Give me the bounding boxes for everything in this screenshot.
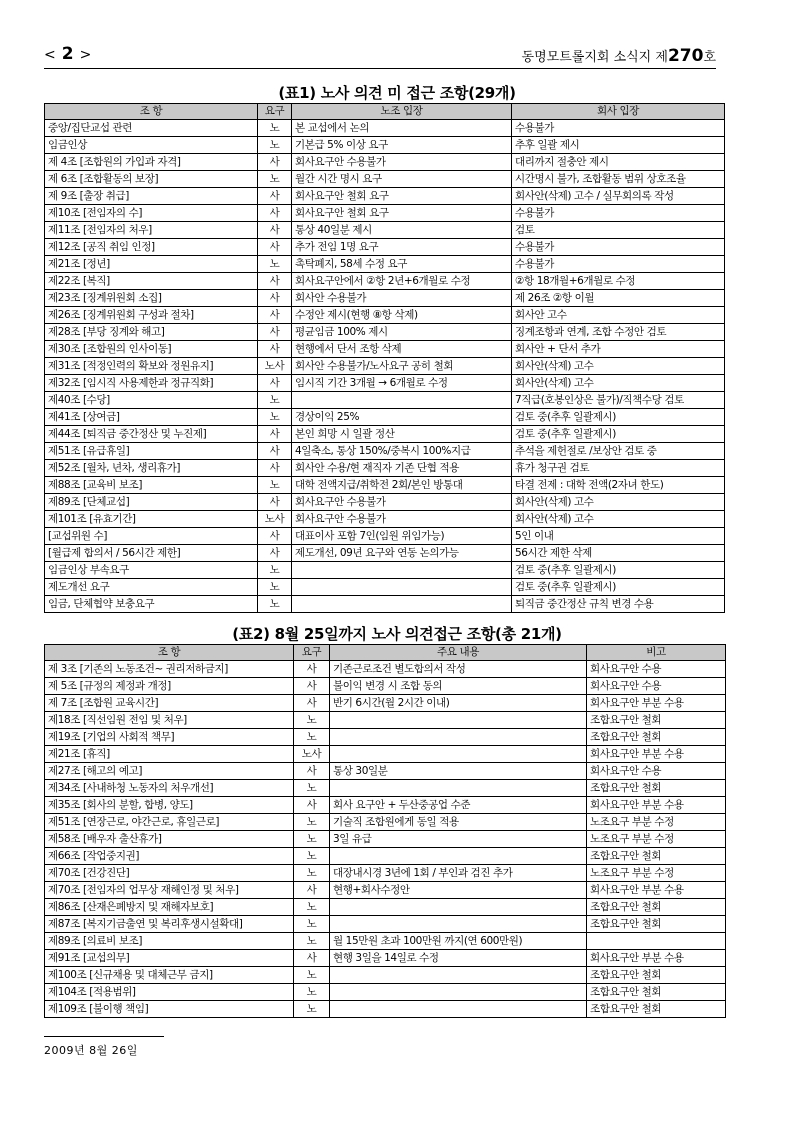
t1-cell-article: 제30조 [조합원의 인사이동] bbox=[45, 341, 258, 358]
t1-header-position-b: 회사 입장 bbox=[512, 104, 725, 120]
t2-cell-requester: 노 bbox=[294, 729, 330, 746]
t1-cell-position-a: 회사요구안 수용불가 bbox=[292, 511, 512, 528]
t2-cell-requester: 노 bbox=[294, 1001, 330, 1018]
table-row bbox=[45, 120, 725, 137]
t1-cell-requester: 사 bbox=[258, 460, 292, 477]
t1-cell-requester: 노사 bbox=[258, 358, 292, 375]
t1-cell-article: 제51조 [유급휴일] bbox=[45, 443, 258, 460]
t1-cell-position-a: 회사요구안 수용불가 bbox=[292, 154, 512, 171]
table-row bbox=[45, 797, 726, 814]
t1-cell-position-b: 수용불가 bbox=[512, 239, 725, 256]
table-row bbox=[45, 814, 726, 831]
t2-cell-article: 제89조 [의료비 보조] bbox=[45, 933, 294, 950]
page-number bbox=[44, 44, 91, 64]
table-row bbox=[45, 562, 725, 579]
table-row bbox=[45, 171, 725, 188]
table-row bbox=[45, 392, 725, 409]
t1-cell-position-a: 회사요구안 철회 요구 bbox=[292, 205, 512, 222]
t1-cell-position-a: 회사요구안 철회 요구 bbox=[292, 188, 512, 205]
newsletter-title bbox=[522, 46, 716, 66]
t1-cell-position-a: 통상 40일분 제시 bbox=[292, 222, 512, 239]
table-row bbox=[45, 409, 725, 426]
t2-cell-requester: 노 bbox=[294, 712, 330, 729]
t1-cell-requester: 사 bbox=[258, 375, 292, 392]
t2-header-article: 조 항 bbox=[45, 645, 294, 661]
t1-cell-article: 제41조 [상여금] bbox=[45, 409, 258, 426]
t2-cell-position-b: 회사요구안 수용 bbox=[587, 678, 726, 695]
t2-cell-position-a bbox=[330, 899, 587, 916]
t1-cell-requester: 사 bbox=[258, 273, 292, 290]
t1-cell-requester: 노 bbox=[258, 477, 292, 494]
t2-cell-article: 제109조 [불이행 책임] bbox=[45, 1001, 294, 1018]
t1-cell-position-a: 평균임금 100% 제시 bbox=[292, 324, 512, 341]
t2-header-position-b: 비고 bbox=[587, 645, 726, 661]
t2-cell-requester: 사 bbox=[294, 950, 330, 967]
t2-cell-position-a: 통상 30일분 bbox=[330, 763, 587, 780]
t1-cell-article: 중앙/집단교섭 관련 bbox=[45, 120, 258, 137]
footnote-date: 2009년 8월 26일 bbox=[44, 1044, 138, 1057]
t2-cell-article: 제21조 [휴직] bbox=[45, 746, 294, 763]
t2-cell-article: 제18조 [직선임원 전임 및 처우] bbox=[45, 712, 294, 729]
table2-header-row bbox=[45, 645, 726, 661]
table-row bbox=[45, 950, 726, 967]
t1-cell-position-b: 대리까지 절충안 제시 bbox=[512, 154, 725, 171]
t2-cell-article: 제70조 [건강진단] bbox=[45, 865, 294, 882]
t2-cell-position-b: 회사요구안 부분 수용 bbox=[587, 950, 726, 967]
t1-cell-position-b: 검토 중(추후 일괄제시) bbox=[512, 579, 725, 596]
table2-body bbox=[45, 661, 726, 1018]
t1-cell-position-b: 검토 중(추후 일괄제시) bbox=[512, 426, 725, 443]
table-row bbox=[45, 579, 725, 596]
t1-cell-requester: 사 bbox=[258, 222, 292, 239]
t1-cell-requester: 노 bbox=[258, 562, 292, 579]
table-row bbox=[45, 341, 725, 358]
t2-cell-article: 제104조 [적용범위] bbox=[45, 984, 294, 1001]
t2-cell-position-b: 조합요구안 철회 bbox=[587, 967, 726, 984]
t2-cell-position-b: 노조요구 부분 수정 bbox=[587, 865, 726, 882]
t2-cell-article: 제19조 [기업의 사회적 책무] bbox=[45, 729, 294, 746]
t1-cell-position-a bbox=[292, 596, 512, 613]
t1-cell-article: 제44조 [퇴직금 중간정산 및 누진제] bbox=[45, 426, 258, 443]
table-row bbox=[45, 426, 725, 443]
t1-cell-position-a bbox=[292, 392, 512, 409]
t1-cell-article: 제26조 [징계위원회 구성과 절차] bbox=[45, 307, 258, 324]
table-row bbox=[45, 375, 725, 392]
table-row bbox=[45, 256, 725, 273]
t2-header-requester: 요구 bbox=[294, 645, 330, 661]
t2-cell-requester: 노 bbox=[294, 814, 330, 831]
table-row bbox=[45, 899, 726, 916]
t2-cell-position-a: 월 15만원 초과 100만원 까지(연 600만원) bbox=[330, 933, 587, 950]
t2-cell-position-b: 회사요구안 수용 bbox=[587, 661, 726, 678]
t2-cell-position-b: 조합요구안 철회 bbox=[587, 780, 726, 797]
t2-cell-article: 제34조 [사내하청 노동자의 처우개선] bbox=[45, 780, 294, 797]
t2-cell-requester: 사 bbox=[294, 763, 330, 780]
t1-cell-position-b: 회사안 고수 bbox=[512, 307, 725, 324]
t1-cell-position-b: 수용불가 bbox=[512, 205, 725, 222]
t2-cell-requester: 노 bbox=[294, 865, 330, 882]
t1-cell-position-b: 56시간 제한 삭제 bbox=[512, 545, 725, 562]
t2-cell-article: 제35조 [회사의 분할, 합병, 양도] bbox=[45, 797, 294, 814]
t2-cell-position-a: 현행 3일을 14일로 수정 bbox=[330, 950, 587, 967]
table-row bbox=[45, 848, 726, 865]
t1-cell-requester: 사 bbox=[258, 324, 292, 341]
t1-cell-article: 제23조 [징계위원회 소집] bbox=[45, 290, 258, 307]
t1-cell-requester: 사 bbox=[258, 528, 292, 545]
table-row bbox=[45, 443, 725, 460]
t1-cell-requester: 노 bbox=[258, 409, 292, 426]
t1-cell-position-b: 5인 이내 bbox=[512, 528, 725, 545]
t2-cell-position-b: 조합요구안 철회 bbox=[587, 729, 726, 746]
t1-header-article: 조 항 bbox=[45, 104, 258, 120]
t1-cell-requester: 사 bbox=[258, 205, 292, 222]
t1-cell-article: 제21조 [정년] bbox=[45, 256, 258, 273]
t1-cell-position-a: 4일축소, 통상 150%/중복시 100%지급 bbox=[292, 443, 512, 460]
table-row bbox=[45, 324, 725, 341]
t2-cell-position-a bbox=[330, 1001, 587, 1018]
t1-cell-position-b: 검토 중(추후 일괄제시) bbox=[512, 562, 725, 579]
t2-cell-position-b: 조합요구안 철회 bbox=[587, 916, 726, 933]
t2-cell-article: 제 7조 [조합원 교육시간] bbox=[45, 695, 294, 712]
t2-cell-article: 제27조 [해고의 예고] bbox=[45, 763, 294, 780]
t1-cell-position-a: 수정안 제시(현행 ⑧항 삭제) bbox=[292, 307, 512, 324]
t1-cell-article: 제10조 [전임자의 수] bbox=[45, 205, 258, 222]
table-row bbox=[45, 746, 726, 763]
t1-cell-requester: 사 bbox=[258, 341, 292, 358]
t1-cell-position-a: 회사안 수용불가/노사요구 공히 철회 bbox=[292, 358, 512, 375]
table-row bbox=[45, 661, 726, 678]
t1-cell-position-b: 징계조항과 연계, 조합 수정안 검토 bbox=[512, 324, 725, 341]
table-row bbox=[45, 545, 725, 562]
t1-cell-article: 제40조 [수당] bbox=[45, 392, 258, 409]
t1-cell-requester: 노 bbox=[258, 120, 292, 137]
t2-cell-position-a: 현행+회사수정안 bbox=[330, 882, 587, 899]
page-number-value: 2 bbox=[61, 44, 74, 64]
t2-cell-requester: 노 bbox=[294, 916, 330, 933]
table1 bbox=[44, 103, 725, 613]
t1-cell-position-b: 시간명시 불가, 조합활동 범위 상호조율 bbox=[512, 171, 725, 188]
t1-cell-position-a: 제도개선, 09년 요구와 연동 논의가능 bbox=[292, 545, 512, 562]
t2-cell-position-a: 기존근로조건 별도합의서 작성 bbox=[330, 661, 587, 678]
t1-cell-position-b: 휴가 청구권 검토 bbox=[512, 460, 725, 477]
t1-cell-article: 임금인상 부속요구 bbox=[45, 562, 258, 579]
t2-cell-article: 제 5조 [규정의 제정과 개정] bbox=[45, 678, 294, 695]
t1-cell-article: 제11조 [전임자의 처우] bbox=[45, 222, 258, 239]
t2-cell-position-b: 회사요구안 부분 수용 bbox=[587, 695, 726, 712]
t1-cell-requester: 노 bbox=[258, 596, 292, 613]
t1-cell-position-b: 회사안 + 단서 추가 bbox=[512, 341, 725, 358]
t1-cell-requester: 사 bbox=[258, 239, 292, 256]
t2-cell-position-a: 불이익 변경 시 조합 동의 bbox=[330, 678, 587, 695]
table-row bbox=[45, 358, 725, 375]
t1-cell-requester: 노 bbox=[258, 256, 292, 273]
table1-body bbox=[45, 120, 725, 613]
t1-cell-requester: 노 bbox=[258, 137, 292, 154]
t1-cell-position-b: 회사안(삭제) 고수 bbox=[512, 375, 725, 392]
table-row bbox=[45, 712, 726, 729]
t2-cell-position-a bbox=[330, 848, 587, 865]
t2-cell-requester: 사 bbox=[294, 695, 330, 712]
t2-cell-position-a bbox=[330, 916, 587, 933]
t1-cell-position-a: 경상이익 25% bbox=[292, 409, 512, 426]
table1-title: (표1) 노사 의견 미 접근 조항(29개) bbox=[278, 84, 516, 102]
t1-header-position-a: 노조 입장 bbox=[292, 104, 512, 120]
newsletter-title-suffix: 호 bbox=[703, 50, 716, 65]
t2-cell-position-b: 회사요구안 부분 수용 bbox=[587, 882, 726, 899]
table2 bbox=[44, 644, 726, 1018]
t2-cell-position-b: 노조요구 부분 수정 bbox=[587, 814, 726, 831]
t1-cell-position-b: 검토 중(추후 일괄제시) bbox=[512, 409, 725, 426]
table-row bbox=[45, 967, 726, 984]
page-header bbox=[44, 40, 716, 66]
table-row bbox=[45, 222, 725, 239]
t2-cell-position-b: 조합요구안 철회 bbox=[587, 712, 726, 729]
t2-cell-position-a: 기술직 조합원에게 동일 적용 bbox=[330, 814, 587, 831]
t1-cell-position-a: 현행에서 단서 조항 삭제 bbox=[292, 341, 512, 358]
t2-cell-position-b: 조합요구안 철회 bbox=[587, 1001, 726, 1018]
t2-cell-requester: 노 bbox=[294, 967, 330, 984]
t2-cell-requester: 노 bbox=[294, 899, 330, 916]
t1-cell-position-a: 회사요구안에서 ②항 2년+6개월로 수정 bbox=[292, 273, 512, 290]
t2-cell-article: 제91조 [교섭의무] bbox=[45, 950, 294, 967]
t1-cell-position-b: 회사안(삭제) 고수 bbox=[512, 358, 725, 375]
t1-cell-article: 제 6조 [조합활동의 보장] bbox=[45, 171, 258, 188]
t1-cell-article: 제28조 [부당 징계와 해고] bbox=[45, 324, 258, 341]
t1-cell-requester: 사 bbox=[258, 154, 292, 171]
table-row bbox=[45, 729, 726, 746]
t1-cell-position-b: 회사안(삭제) 고수 bbox=[512, 494, 725, 511]
t1-cell-requester: 노 bbox=[258, 392, 292, 409]
t1-cell-position-b: 제 26조 ②항 이월 bbox=[512, 290, 725, 307]
t1-cell-position-b: 타결 전제 : 대학 전액(2자녀 한도) bbox=[512, 477, 725, 494]
t1-cell-article: 제31조 [적정인력의 확보와 정원유지] bbox=[45, 358, 258, 375]
table-row bbox=[45, 511, 725, 528]
t2-cell-article: 제100조 [신규채용 및 대체근무 금지] bbox=[45, 967, 294, 984]
table-row bbox=[45, 290, 725, 307]
t2-cell-position-b bbox=[587, 933, 726, 950]
table-row bbox=[45, 477, 725, 494]
t2-cell-position-a bbox=[330, 729, 587, 746]
t2-cell-requester: 노 bbox=[294, 831, 330, 848]
t1-header-requester: 요구 bbox=[258, 104, 292, 120]
t1-cell-position-a: 추가 전임 1명 요구 bbox=[292, 239, 512, 256]
t2-cell-position-a bbox=[330, 712, 587, 729]
table-row bbox=[45, 494, 725, 511]
t2-cell-position-b: 조합요구안 철회 bbox=[587, 899, 726, 916]
t1-cell-position-a: 촉탁폐지, 58세 수정 요구 bbox=[292, 256, 512, 273]
t1-cell-article: 제22조 [복직] bbox=[45, 273, 258, 290]
table-row bbox=[45, 984, 726, 1001]
t2-header-position-a: 주요 내용 bbox=[330, 645, 587, 661]
t1-cell-position-b: ②항 18개월+6개월로 수정 bbox=[512, 273, 725, 290]
page-number-left-bracket: < bbox=[44, 47, 56, 63]
t2-cell-position-a bbox=[330, 967, 587, 984]
t1-cell-position-b: 추석을 제헌절로 /보상안 검토 중 bbox=[512, 443, 725, 460]
t1-cell-position-b: 수용불가 bbox=[512, 256, 725, 273]
t2-cell-position-b: 노조요구 부분 수정 bbox=[587, 831, 726, 848]
t1-cell-requester: 사 bbox=[258, 290, 292, 307]
t1-cell-position-b: 퇴직금 중간정산 규칙 변경 수용 bbox=[512, 596, 725, 613]
table-row bbox=[45, 831, 726, 848]
t1-cell-article: 제12조 [공직 취임 인정] bbox=[45, 239, 258, 256]
t2-cell-requester: 사 bbox=[294, 797, 330, 814]
t2-cell-article: 제 3조 [기존의 노동조건~ 권리저하금지] bbox=[45, 661, 294, 678]
t1-cell-article: 제89조 [단체교섭] bbox=[45, 494, 258, 511]
t2-cell-position-a bbox=[330, 780, 587, 797]
t2-cell-requester: 사 bbox=[294, 661, 330, 678]
t1-cell-article: 제88조 [교육비 보조] bbox=[45, 477, 258, 494]
t1-cell-position-a bbox=[292, 562, 512, 579]
t2-cell-position-a: 반기 6시간(월 2시간 이내) bbox=[330, 695, 587, 712]
t1-cell-position-b: 회사안(삭제) 고수 bbox=[512, 511, 725, 528]
t2-cell-position-a: 3일 유급 bbox=[330, 831, 587, 848]
t2-cell-article: 제70조 [전임자의 업무상 재해인정 및 처우] bbox=[45, 882, 294, 899]
header-rule bbox=[44, 68, 716, 69]
t2-cell-position-b: 조합요구안 철회 bbox=[587, 984, 726, 1001]
footnote-rule bbox=[44, 1036, 164, 1037]
t2-cell-requester: 사 bbox=[294, 678, 330, 695]
t1-cell-position-a bbox=[292, 579, 512, 596]
issue-number: 270 bbox=[667, 46, 704, 66]
t2-cell-position-b: 회사요구안 부분 수용 bbox=[587, 746, 726, 763]
t1-cell-article: 제 4조 [조합원의 가입과 자격] bbox=[45, 154, 258, 171]
t1-cell-position-a: 본인 희망 시 일괄 정산 bbox=[292, 426, 512, 443]
t1-cell-position-a: 월간 시간 명시 요구 bbox=[292, 171, 512, 188]
t2-cell-position-a: 대장내시경 3년에 1회 / 부인과 검진 추가 bbox=[330, 865, 587, 882]
t2-cell-position-b: 회사요구안 수용 bbox=[587, 763, 726, 780]
t1-cell-requester: 사 bbox=[258, 307, 292, 324]
t1-cell-position-b: 수용불가 bbox=[512, 120, 725, 137]
t1-cell-article: 제 9조 [출장 취급] bbox=[45, 188, 258, 205]
t2-cell-requester: 노 bbox=[294, 984, 330, 1001]
t1-cell-position-a: 회사안 수용/현 재직자 기존 단협 적용 bbox=[292, 460, 512, 477]
table1-header-row bbox=[45, 104, 725, 120]
t2-cell-position-b: 회사요구안 부분 수용 bbox=[587, 797, 726, 814]
t2-cell-position-a bbox=[330, 984, 587, 1001]
t1-cell-position-a: 본 교섭에서 논의 bbox=[292, 120, 512, 137]
t1-cell-article: [월급제 합의서 / 56시간 제한] bbox=[45, 545, 258, 562]
t1-cell-requester: 사 bbox=[258, 426, 292, 443]
page-number-right-bracket: > bbox=[79, 47, 92, 63]
t2-cell-position-a: 회사 요구안 + 두산중공업 수준 bbox=[330, 797, 587, 814]
t1-cell-position-a: 기본급 5% 이상 요구 bbox=[292, 137, 512, 154]
t1-cell-position-a: 임시직 기간 3개월 → 6개월로 수정 bbox=[292, 375, 512, 392]
t1-cell-position-a: 회사요구안 수용불가 bbox=[292, 494, 512, 511]
t1-cell-position-b: 추후 일괄 제시 bbox=[512, 137, 725, 154]
t2-cell-article: 제58조 [배우자 출산휴가] bbox=[45, 831, 294, 848]
t1-cell-requester: 노 bbox=[258, 579, 292, 596]
t1-cell-requester: 사 bbox=[258, 494, 292, 511]
table-row bbox=[45, 780, 726, 797]
t2-cell-article: 제87조 [복지기금출연 및 복리후생시설확대] bbox=[45, 916, 294, 933]
t1-cell-article: [교섭위원 수] bbox=[45, 528, 258, 545]
table-row bbox=[45, 137, 725, 154]
table-row bbox=[45, 865, 726, 882]
t1-cell-requester: 노사 bbox=[258, 511, 292, 528]
t2-cell-position-b: 조합요구안 철회 bbox=[587, 848, 726, 865]
t1-cell-article: 제101조 [유효기간] bbox=[45, 511, 258, 528]
t2-cell-requester: 노 bbox=[294, 780, 330, 797]
t1-cell-article: 임금인상 bbox=[45, 137, 258, 154]
t1-cell-requester: 사 bbox=[258, 188, 292, 205]
table-row bbox=[45, 239, 725, 256]
t2-cell-requester: 사 bbox=[294, 882, 330, 899]
t2-cell-requester: 노 bbox=[294, 848, 330, 865]
newsletter-title-prefix: 동명모트롤지회 소식지 제 bbox=[521, 50, 668, 65]
table-row bbox=[45, 460, 725, 477]
table-row bbox=[45, 763, 726, 780]
t1-cell-requester: 사 bbox=[258, 545, 292, 562]
t1-cell-article: 제도개선 요구 bbox=[45, 579, 258, 596]
table-row bbox=[45, 307, 725, 324]
table-row bbox=[45, 154, 725, 171]
t1-cell-requester: 노 bbox=[258, 171, 292, 188]
t2-cell-requester: 노 bbox=[294, 933, 330, 950]
t2-cell-position-a bbox=[330, 746, 587, 763]
t2-cell-article: 제66조 [작업중지권] bbox=[45, 848, 294, 865]
table-row bbox=[45, 273, 725, 290]
table-row bbox=[45, 188, 725, 205]
table-row bbox=[45, 1001, 726, 1018]
t1-cell-article: 임금, 단체협약 보충요구 bbox=[45, 596, 258, 613]
table-row bbox=[45, 933, 726, 950]
table-row bbox=[45, 678, 726, 695]
table2-title: (표2) 8월 25일까지 노사 의견접근 조항(총 21개) bbox=[232, 625, 562, 643]
t1-cell-position-b: 7직급(호봉인상은 불가)/직책수당 검토 bbox=[512, 392, 725, 409]
table-row bbox=[45, 882, 726, 899]
t1-cell-requester: 사 bbox=[258, 443, 292, 460]
table-row bbox=[45, 596, 725, 613]
t2-cell-requester: 노사 bbox=[294, 746, 330, 763]
t1-cell-article: 제52조 [월차, 년차, 생리휴가] bbox=[45, 460, 258, 477]
table-row bbox=[45, 695, 726, 712]
t1-cell-position-b: 검토 bbox=[512, 222, 725, 239]
table-row bbox=[45, 205, 725, 222]
t1-cell-position-a: 회사안 수용불가 bbox=[292, 290, 512, 307]
t2-cell-article: 제86조 [산재은폐방지 및 재해자보호] bbox=[45, 899, 294, 916]
table-row bbox=[45, 528, 725, 545]
table-row bbox=[45, 916, 726, 933]
t1-cell-position-a: 대학 전액지급/취학전 2회/본인 방통대 bbox=[292, 477, 512, 494]
t1-cell-position-b: 회사안(삭제) 고수 / 실무회의록 작성 bbox=[512, 188, 725, 205]
t2-cell-article: 제51조 [연장근로, 야간근로, 휴일근로] bbox=[45, 814, 294, 831]
t1-cell-position-a: 대표이사 포함 7인(임원 위임가능) bbox=[292, 528, 512, 545]
t1-cell-article: 제32조 [임시직 사용제한과 정규직화] bbox=[45, 375, 258, 392]
